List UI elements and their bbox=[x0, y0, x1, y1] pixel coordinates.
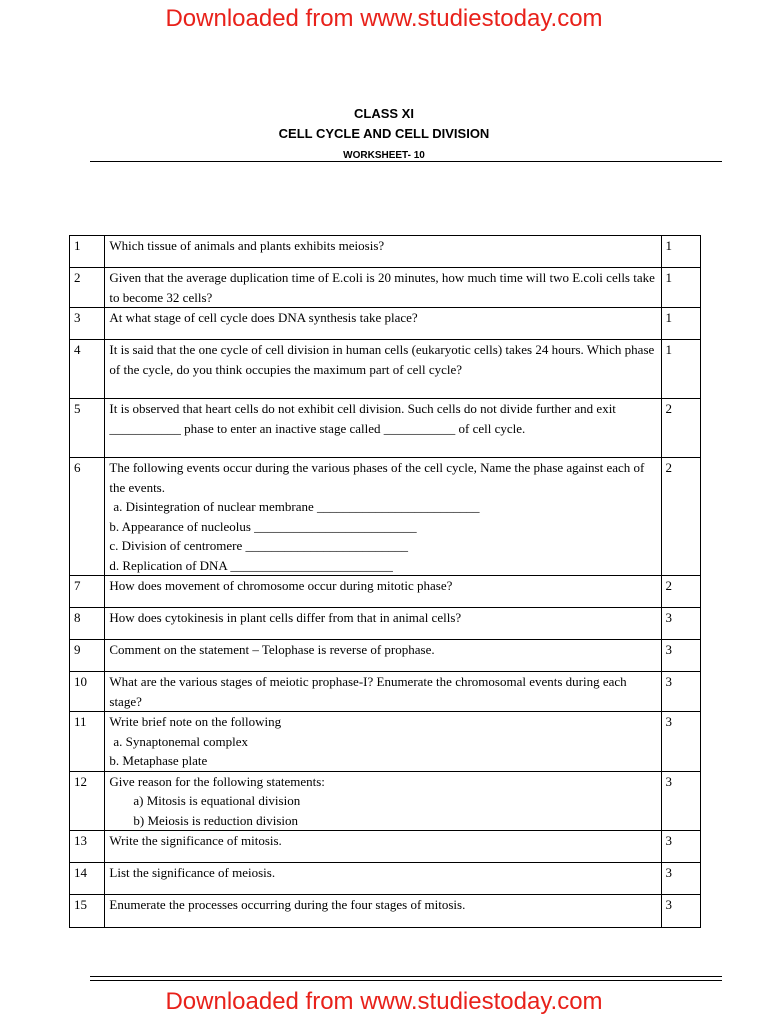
question-row bbox=[70, 831, 701, 863]
question-row bbox=[70, 236, 701, 268]
question-row bbox=[70, 399, 701, 458]
question-stem: Give reason for the following statements: bbox=[109, 773, 325, 789]
question-number: 3 bbox=[70, 308, 105, 340]
question-marks: 1 bbox=[661, 236, 700, 268]
question-stem: How does movement of chromosome occur during mitotic phase? bbox=[109, 578, 453, 593]
question-stem: It is said that the one cycle of cell division in human cells (eukaryotic cells) takes 24 hours. Which phase of the cycle, do you think occupies the maximum part of cell cycle? bbox=[109, 342, 655, 377]
question-stem: The following events occur during the various phases of the cell cycle, Name the phase against each of the events. bbox=[109, 460, 645, 495]
question-text bbox=[105, 236, 661, 268]
question-stem: Write brief note on the following bbox=[109, 714, 282, 729]
question-number: 10 bbox=[70, 672, 105, 712]
question-stem: Which tissue of animals and plants exhibits meiosis? bbox=[109, 238, 385, 253]
question-row bbox=[70, 672, 701, 712]
question-stem: Enumerate the processes occurring during the four stages of mitosis. bbox=[109, 897, 466, 912]
question-text bbox=[105, 640, 661, 672]
question-marks: 3 bbox=[661, 712, 700, 772]
footer-divider bbox=[90, 980, 722, 981]
question-table bbox=[69, 235, 701, 928]
question-stem: At what stage of cell cycle does DNA synthesis take place? bbox=[109, 310, 418, 325]
worksheet-number: WORKSHEET- 10 bbox=[343, 150, 425, 161]
question-stem: What are the various stages of meiotic prophase-I? Enumerate the chromosomal events during each stage? bbox=[109, 674, 627, 709]
question-number: 11 bbox=[70, 712, 105, 772]
question-row bbox=[70, 895, 701, 928]
question-marks: 3 bbox=[661, 895, 700, 928]
question-text bbox=[105, 608, 661, 640]
question-marks: 3 bbox=[661, 771, 700, 831]
download-banner-top: Downloaded from www.studiestoday.com bbox=[165, 5, 603, 32]
question-text bbox=[105, 576, 661, 608]
question-subpart: d. Replication of DNA _________________________ bbox=[109, 557, 393, 573]
question-marks: 2 bbox=[661, 576, 700, 608]
question-row bbox=[70, 308, 701, 340]
question-text bbox=[105, 712, 661, 772]
question-row bbox=[70, 576, 701, 608]
question-marks: 2 bbox=[661, 399, 700, 458]
question-text bbox=[105, 458, 661, 576]
question-stem: How does cytokinesis in plant cells differ from that in animal cells? bbox=[109, 610, 462, 625]
question-row bbox=[70, 712, 701, 772]
class-heading: CLASS XI bbox=[354, 106, 414, 121]
question-marks: 1 bbox=[661, 308, 700, 340]
question-text bbox=[105, 268, 661, 308]
question-subpart: b. Metaphase plate bbox=[109, 753, 208, 768]
question-marks: 3 bbox=[661, 608, 700, 640]
question-text bbox=[105, 308, 661, 340]
question-row bbox=[70, 640, 701, 672]
question-number: 9 bbox=[70, 640, 105, 672]
question-number: 12 bbox=[70, 771, 105, 831]
question-text bbox=[105, 672, 661, 712]
question-text bbox=[105, 895, 661, 928]
question-subpart: c. Division of centromere _________________________ bbox=[109, 538, 408, 553]
question-subpart: a. Synaptonemal complex bbox=[113, 733, 249, 749]
question-number: 14 bbox=[70, 863, 105, 895]
question-number: 1 bbox=[70, 236, 105, 268]
question-number: 2 bbox=[70, 268, 105, 308]
question-number: 8 bbox=[70, 608, 105, 640]
question-marks: 1 bbox=[661, 340, 700, 399]
question-marks: 2 bbox=[661, 458, 700, 576]
header-divider bbox=[90, 161, 722, 162]
question-stem: Given that the average duplication time of E.coli is 20 minutes, how much time will two E.coli cells take to become 32 cells? bbox=[109, 270, 655, 305]
question-marks: 3 bbox=[661, 863, 700, 895]
question-marks: 3 bbox=[661, 831, 700, 863]
question-number: 5 bbox=[70, 399, 105, 458]
question-marks: 3 bbox=[661, 672, 700, 712]
question-row bbox=[70, 268, 701, 308]
worksheet-title: CELL CYCLE AND CELL DIVISION bbox=[278, 126, 490, 141]
question-row bbox=[70, 458, 701, 576]
question-number: 13 bbox=[70, 831, 105, 863]
question-number: 15 bbox=[70, 895, 105, 928]
question-number: 4 bbox=[70, 340, 105, 399]
question-row bbox=[70, 863, 701, 895]
question-text bbox=[105, 399, 661, 458]
question-marks: 3 bbox=[661, 640, 700, 672]
question-text bbox=[105, 340, 661, 399]
question-row bbox=[70, 340, 701, 399]
question-text bbox=[105, 863, 661, 895]
question-subpart: a) Mitosis is equational division bbox=[133, 793, 301, 808]
question-stem: It is observed that heart cells do not exhibit cell division. Such cells do not divide further and exit ___________ phase to enter an inactive stage called ___________ of cell cycle. bbox=[109, 401, 616, 436]
question-subpart: b. Appearance of nucleolus _________________________ bbox=[109, 518, 417, 534]
question-text bbox=[105, 771, 661, 831]
question-text bbox=[105, 831, 661, 863]
question-row bbox=[70, 771, 701, 831]
question-number: 6 bbox=[70, 458, 105, 576]
question-marks: 1 bbox=[661, 268, 700, 308]
question-subpart: b) Meiosis is reduction division bbox=[133, 812, 299, 828]
question-subpart: a. Disintegration of nuclear membrane _________________________ bbox=[113, 499, 480, 514]
footer-divider bbox=[90, 976, 722, 977]
question-stem: Write the significance of mitosis. bbox=[109, 833, 282, 848]
question-stem: List the significance of meiosis. bbox=[109, 865, 276, 880]
download-banner-bottom: Downloaded from www.studiestoday.com bbox=[165, 988, 603, 1015]
question-stem: Comment on the statement – Telophase is reverse of prophase. bbox=[109, 642, 435, 657]
question-number: 7 bbox=[70, 576, 105, 608]
question-row bbox=[70, 608, 701, 640]
